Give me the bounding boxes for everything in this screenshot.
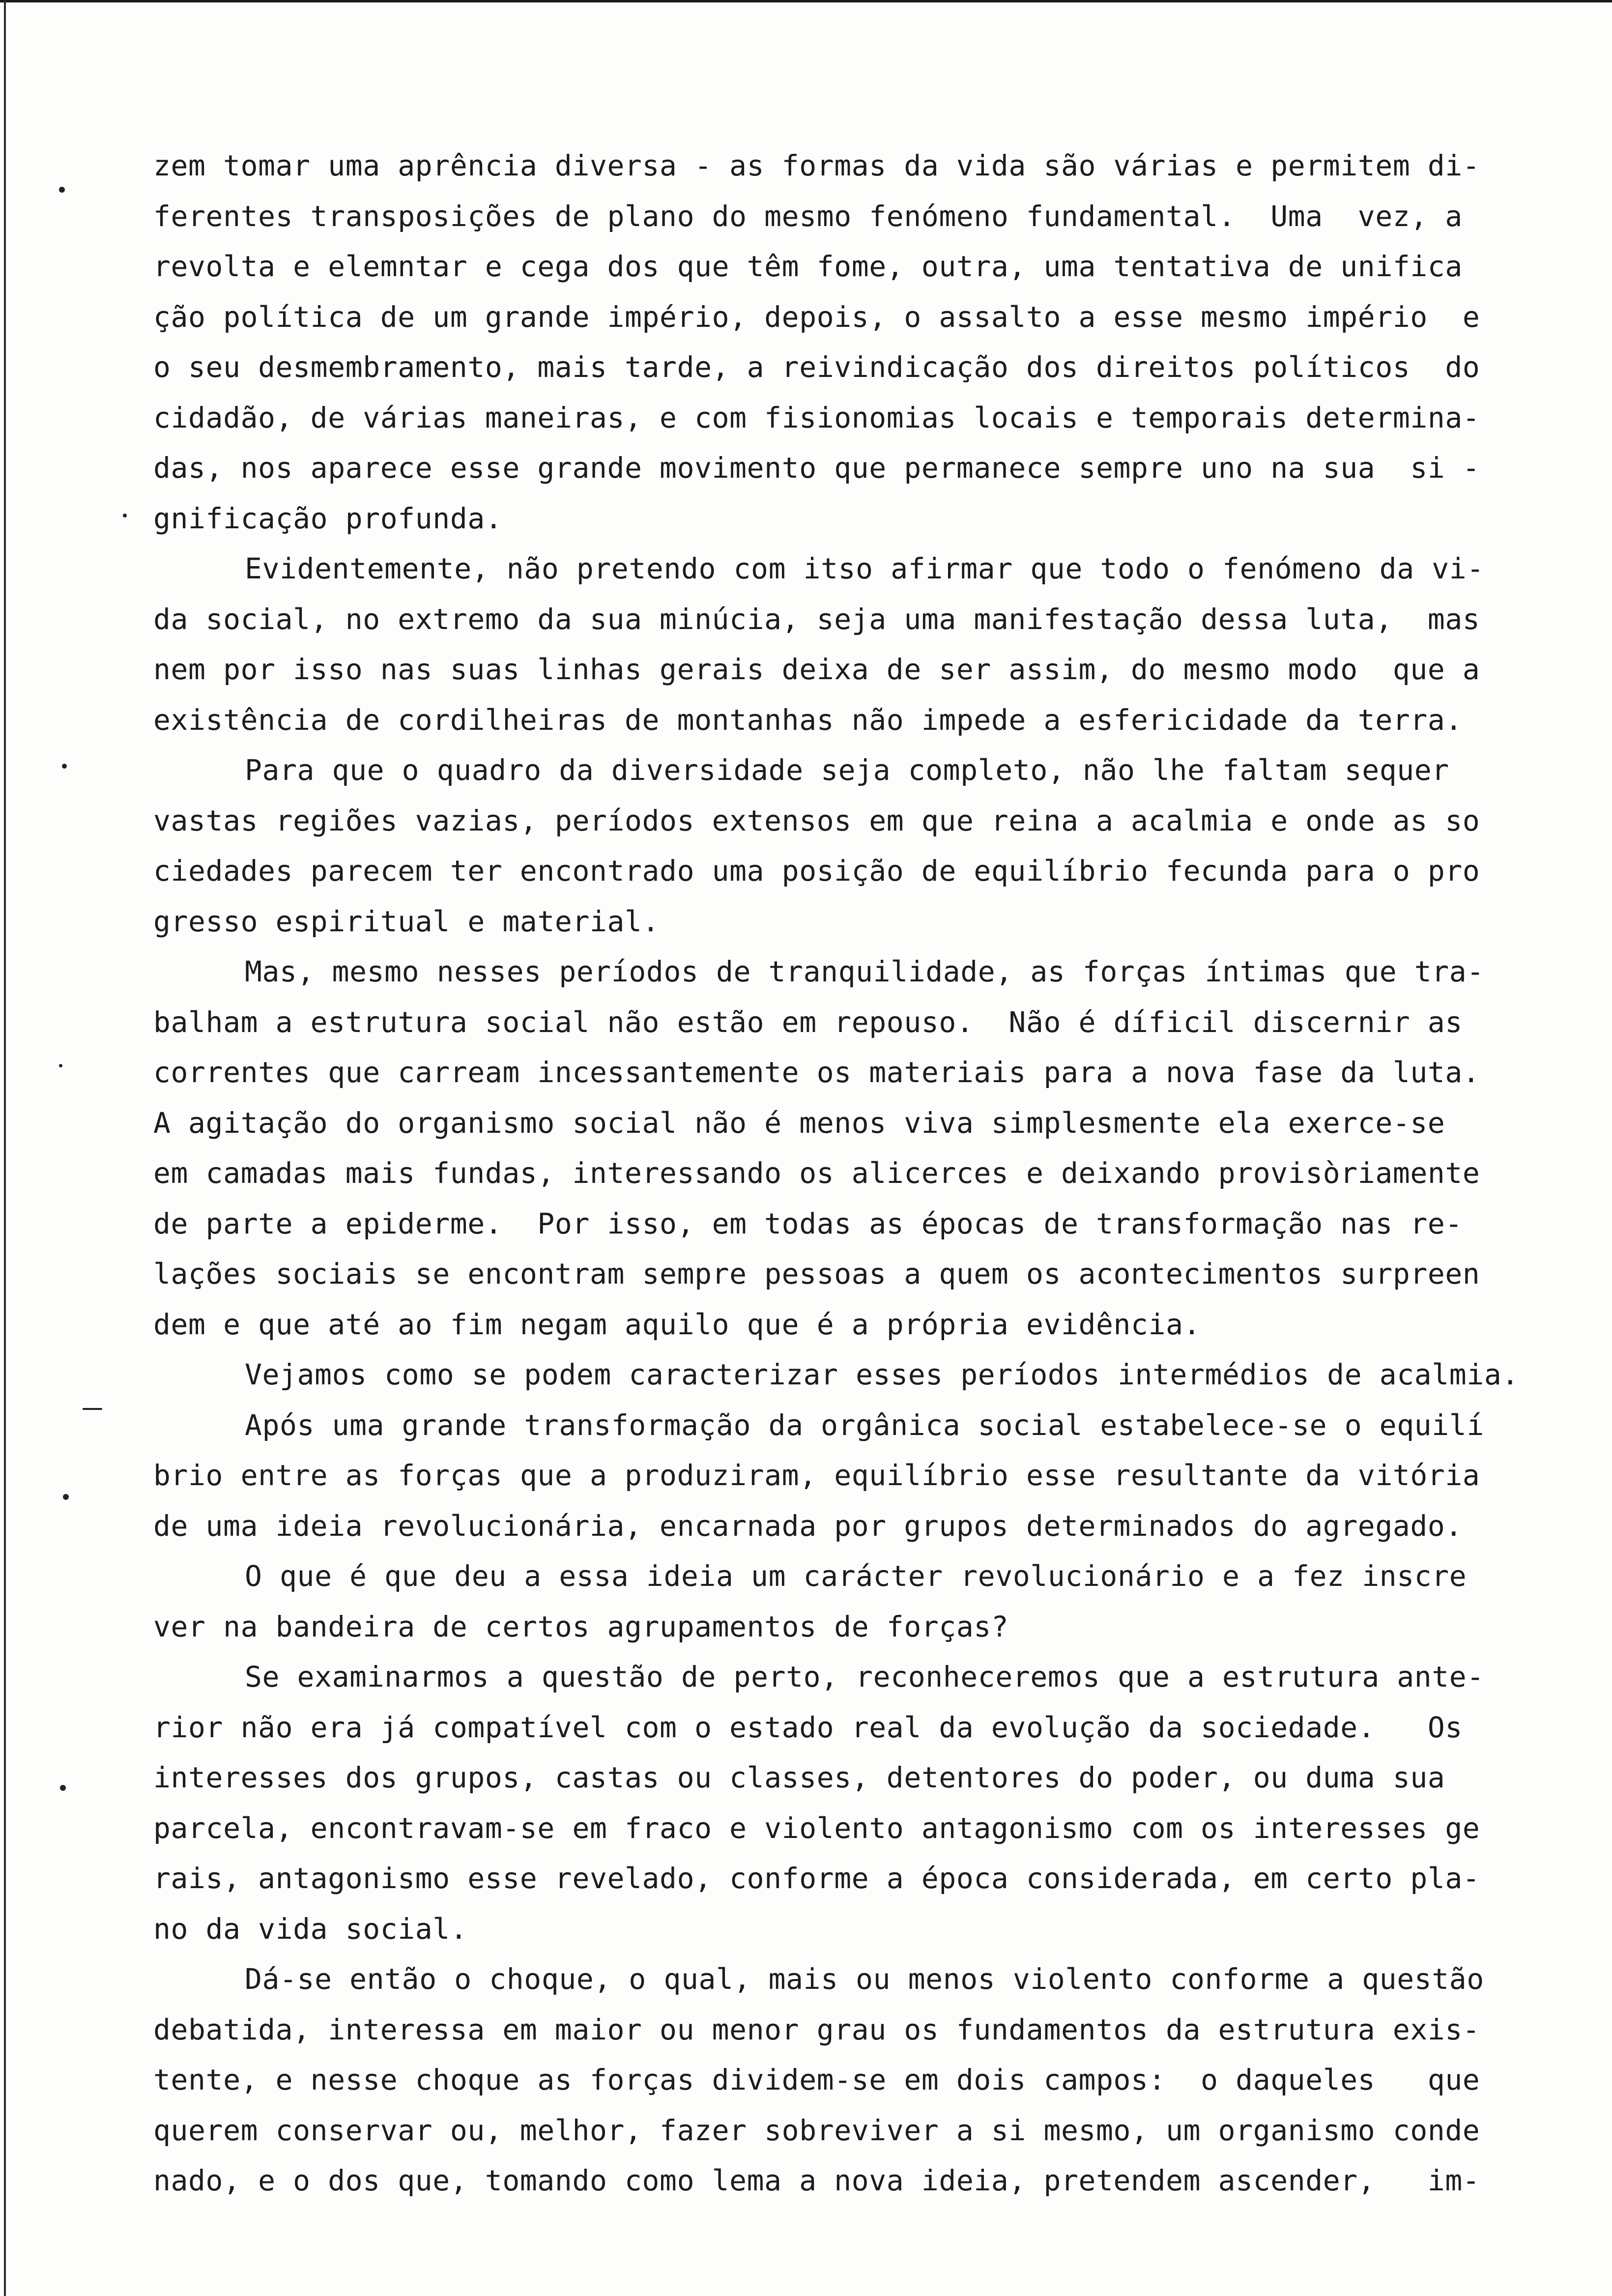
text-line: dem e que até ao fim negam aquilo que é a própria evidência.	[153, 1307, 1201, 1341]
text-line: Mas, mesmo nesses períodos de tranquilidade, as forças íntimas que tra-	[245, 955, 1484, 988]
text-line: Após uma grande transformação da orgânica social estabelece-se o equilí	[245, 1408, 1484, 1442]
text-line: em camadas mais fundas, interessando os alicerces e deixando provisòriamente	[153, 1156, 1480, 1190]
text-line: rais, antagonismo esse revelado, conforme a época considerada, em certo pla-	[153, 1862, 1480, 1895]
text-line: A agitação do organismo social não é menos viva simplesmente ela exerce-se	[153, 1106, 1445, 1140]
text-line: balham a estrutura social não estão em repouso. Não é díficil discernir as	[153, 1005, 1463, 1039]
text-line: Dá-se então o choque, o qual, mais ou menos violento conforme a questão	[245, 1962, 1484, 1996]
scan-speck	[60, 1785, 66, 1791]
text-line: interesses dos grupos, castas ou classes, detentores do poder, ou duma sua	[153, 1761, 1445, 1794]
text-line: Se examinarmos a questão de perto, reconheceremos que a estrutura ante-	[245, 1660, 1484, 1693]
text-line: parcela, encontravam-se em fraco e violento antagonismo com os interesses ge	[153, 1811, 1480, 1845]
text-line: ção política de um grande império, depois, o assalto a esse mesmo império e	[153, 300, 1480, 334]
text-line: de parte a epiderme. Por isso, em todas as épocas de transformação nas re-	[153, 1206, 1463, 1240]
text-line: de uma ideia revolucionária, encarnada por grupos determinados do agregado.	[153, 1509, 1463, 1543]
scan-speck	[123, 514, 127, 517]
text-line: gnificação profunda.	[153, 501, 503, 535]
text-line: cidadão, de várias maneiras, e com fisionomias locais e temporais determina-	[153, 401, 1480, 434]
text-line: das, nos aparece esse grande movimento que permanece sempre uno na sua si -	[153, 451, 1480, 485]
text-line: ver na bandeira de certos agrupamentos de forças?	[153, 1609, 1009, 1643]
text-line: lações sociais se encontram sempre pessoas a quem os acontecimentos surpreen	[153, 1257, 1480, 1291]
text-line: querem conservar ou, melhor, fazer sobreviver a si mesmo, um organismo conde	[153, 2113, 1480, 2147]
scan-speck	[62, 764, 67, 769]
text-line: Vejamos como se podem caracterizar esses períodos intermédios de acalmia.	[245, 1358, 1519, 1391]
text-line: zem tomar uma aprência diversa - as formas da vida são várias e permitem di-	[153, 149, 1480, 182]
scan-speck	[59, 187, 65, 193]
text-line: brio entre as forças que a produziram, equilíbrio esse resultante da vitória	[153, 1459, 1480, 1492]
text-line: ferentes transposições de plano do mesmo fenómeno fundamental. Uma vez, a	[153, 199, 1463, 233]
text-line: ciedades parecem ter encontrado uma posição de equilíbrio fecunda para o pro	[153, 854, 1480, 888]
text-line: debatida, interessa em maior ou menor grau os fundamentos da estrutura exis-	[153, 2012, 1480, 2046]
scan-speck	[63, 1494, 69, 1500]
left-border-line	[4, 0, 6, 2296]
scan-speck	[83, 1408, 102, 1410]
text-line: existência de cordilheiras de montanhas não impede a esfericidade da terra.	[153, 703, 1463, 737]
text-line: correntes que carream incessantemente os materiais para a nova fase da luta.	[153, 1056, 1480, 1089]
typewritten-text-block	[153, 145, 1529, 2211]
scan-speck	[59, 1064, 62, 1067]
text-line: o seu desmembramento, mais tarde, a reivindicação dos direitos políticos do	[153, 350, 1480, 384]
text-line: gresso espiritual e material.	[153, 904, 660, 938]
text-line: da social, no extremo da sua minúcia, seja uma manifestação dessa luta, mas	[153, 602, 1480, 636]
text-line: O que é que deu a essa ideia um carácter revolucionário e a fez inscre	[245, 1559, 1467, 1593]
text-line: rior não era já compatível com o estado real da evolução da sociedade. Os	[153, 1710, 1463, 1744]
text-line: no da vida social.	[153, 1912, 468, 1946]
text-line: nado, e o dos que, tomando como lema a nova ideia, pretendem ascender, im-	[153, 2164, 1480, 2197]
text-line: Para que o quadro da diversidade seja completo, não lhe faltam sequer	[245, 753, 1449, 787]
text-line: tente, e nesse choque as forças dividem-se em dois campos: o daqueles que	[153, 2063, 1480, 2096]
text-line: Evidentemente, não pretendo com itso afirmar que todo o fenómeno da vi-	[245, 552, 1484, 585]
text-line: revolta e elemntar e cega dos que têm fome, outra, uma tentativa de unifica	[153, 250, 1463, 283]
top-border-line	[0, 0, 1612, 2]
text-line: nem por isso nas suas linhas gerais deixa de ser assim, do mesmo modo que a	[153, 653, 1480, 686]
text-line: vastas regiões vazias, períodos extensos em que reina a acalmia e onde as so	[153, 804, 1480, 837]
